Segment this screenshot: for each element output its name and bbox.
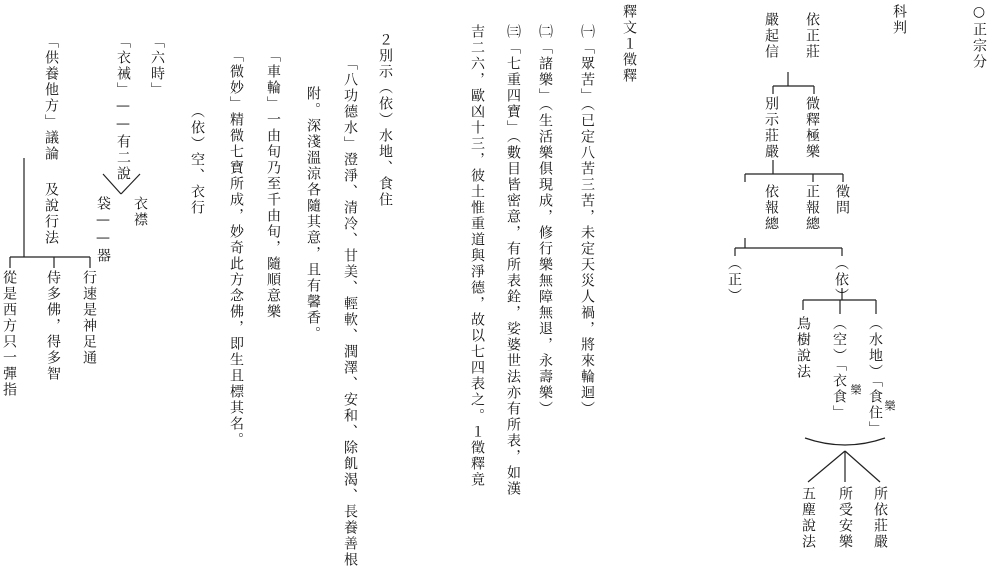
tree-node-weishi: 微釋極樂 bbox=[804, 96, 820, 160]
sub-shiduo: 侍多佛，得多智 bbox=[45, 270, 61, 382]
dai-line: 袋——器 bbox=[95, 196, 111, 264]
tree-root-line2: 嚴起信 bbox=[763, 12, 779, 60]
shiwen-heading: 釋文１徵釋 bbox=[621, 4, 637, 84]
weimiao-line: 「微妙」精微七寶所成，妙奇此方念佛，即生且標其名。 bbox=[228, 48, 244, 448]
tree-node-yi: （依） bbox=[833, 256, 849, 304]
tree-node-wenwen: 徵問 bbox=[834, 184, 850, 216]
sub-xingsu: 行速是神足通 bbox=[81, 270, 97, 366]
chelun-line: 「車輪」一由旬乃至千由旬，隨順意樂 bbox=[265, 48, 281, 320]
tree-leaf-wuchen: 五塵說法 bbox=[800, 486, 816, 550]
bagong-line2: 附。深淺溫涼各隨其意，且有馨香。 bbox=[305, 86, 321, 342]
tree-node-kong: （空）「衣食」 bbox=[831, 316, 847, 421]
tree-node-kong-le: 樂 bbox=[849, 384, 862, 396]
yikong-line: （依）空、衣行 bbox=[189, 104, 205, 216]
jishuo-line: 及說行法 bbox=[43, 182, 59, 246]
tree-node-yibao: 依報總 bbox=[763, 184, 779, 232]
yijie-line: 「衣祴」——有二說 bbox=[115, 34, 131, 182]
tree-node-zheng: （正） bbox=[726, 256, 742, 304]
tree-node-shuidi: （水地）「食住」 bbox=[867, 316, 883, 437]
tree-node-bieshi: 別示莊嚴 bbox=[763, 96, 779, 160]
section-title: ○正宗分 bbox=[971, 4, 987, 70]
tree-node-shuidi-le: 樂 bbox=[883, 400, 896, 412]
sub-congshi: 從是西方只一彈指 bbox=[1, 270, 17, 398]
gongyang-line: 「供養他方」議論 bbox=[43, 34, 59, 162]
item-qizhong-cont: 吉二六，歐凶十三，彼土惟重道與淨德，故以七四表之。１徵釋竟 bbox=[469, 24, 485, 488]
tree-root-line1: 依正莊 bbox=[804, 12, 820, 60]
tree-leaf-suoshou: 所受安樂 bbox=[837, 486, 853, 550]
tree-leaf-suoyi: 所依莊嚴 bbox=[872, 486, 888, 550]
tree-node-niaoshu: 鳥樹說法 bbox=[795, 316, 811, 380]
item-qizhong: ㈢「七重四寶」（數目皆密意，有所表銓，娑婆世法亦有所表，如漢 bbox=[505, 24, 521, 497]
liushi-line: 「六時」 bbox=[149, 34, 165, 98]
kepan-label: 科判 bbox=[891, 4, 907, 36]
yijin-line: 衣襟 bbox=[132, 196, 148, 228]
tree-node-zhengbao: 正報總 bbox=[804, 184, 820, 232]
item-zhongku: ㈠「眾苦」（已定八苦三苦，未定天災人禍，將來輪迴） bbox=[579, 24, 595, 417]
bagong-line1: 「八功德水」澄淨、清冷、甘美、輕軟、潤澤、安和、除飢渴、長養善根 bbox=[342, 56, 358, 568]
sec2-heading: ２別示（依）水地、食住 bbox=[377, 32, 393, 208]
item-zhule: ㈡「諸樂」（生活樂俱現成，修行樂無障無退，永壽樂） bbox=[537, 24, 553, 417]
